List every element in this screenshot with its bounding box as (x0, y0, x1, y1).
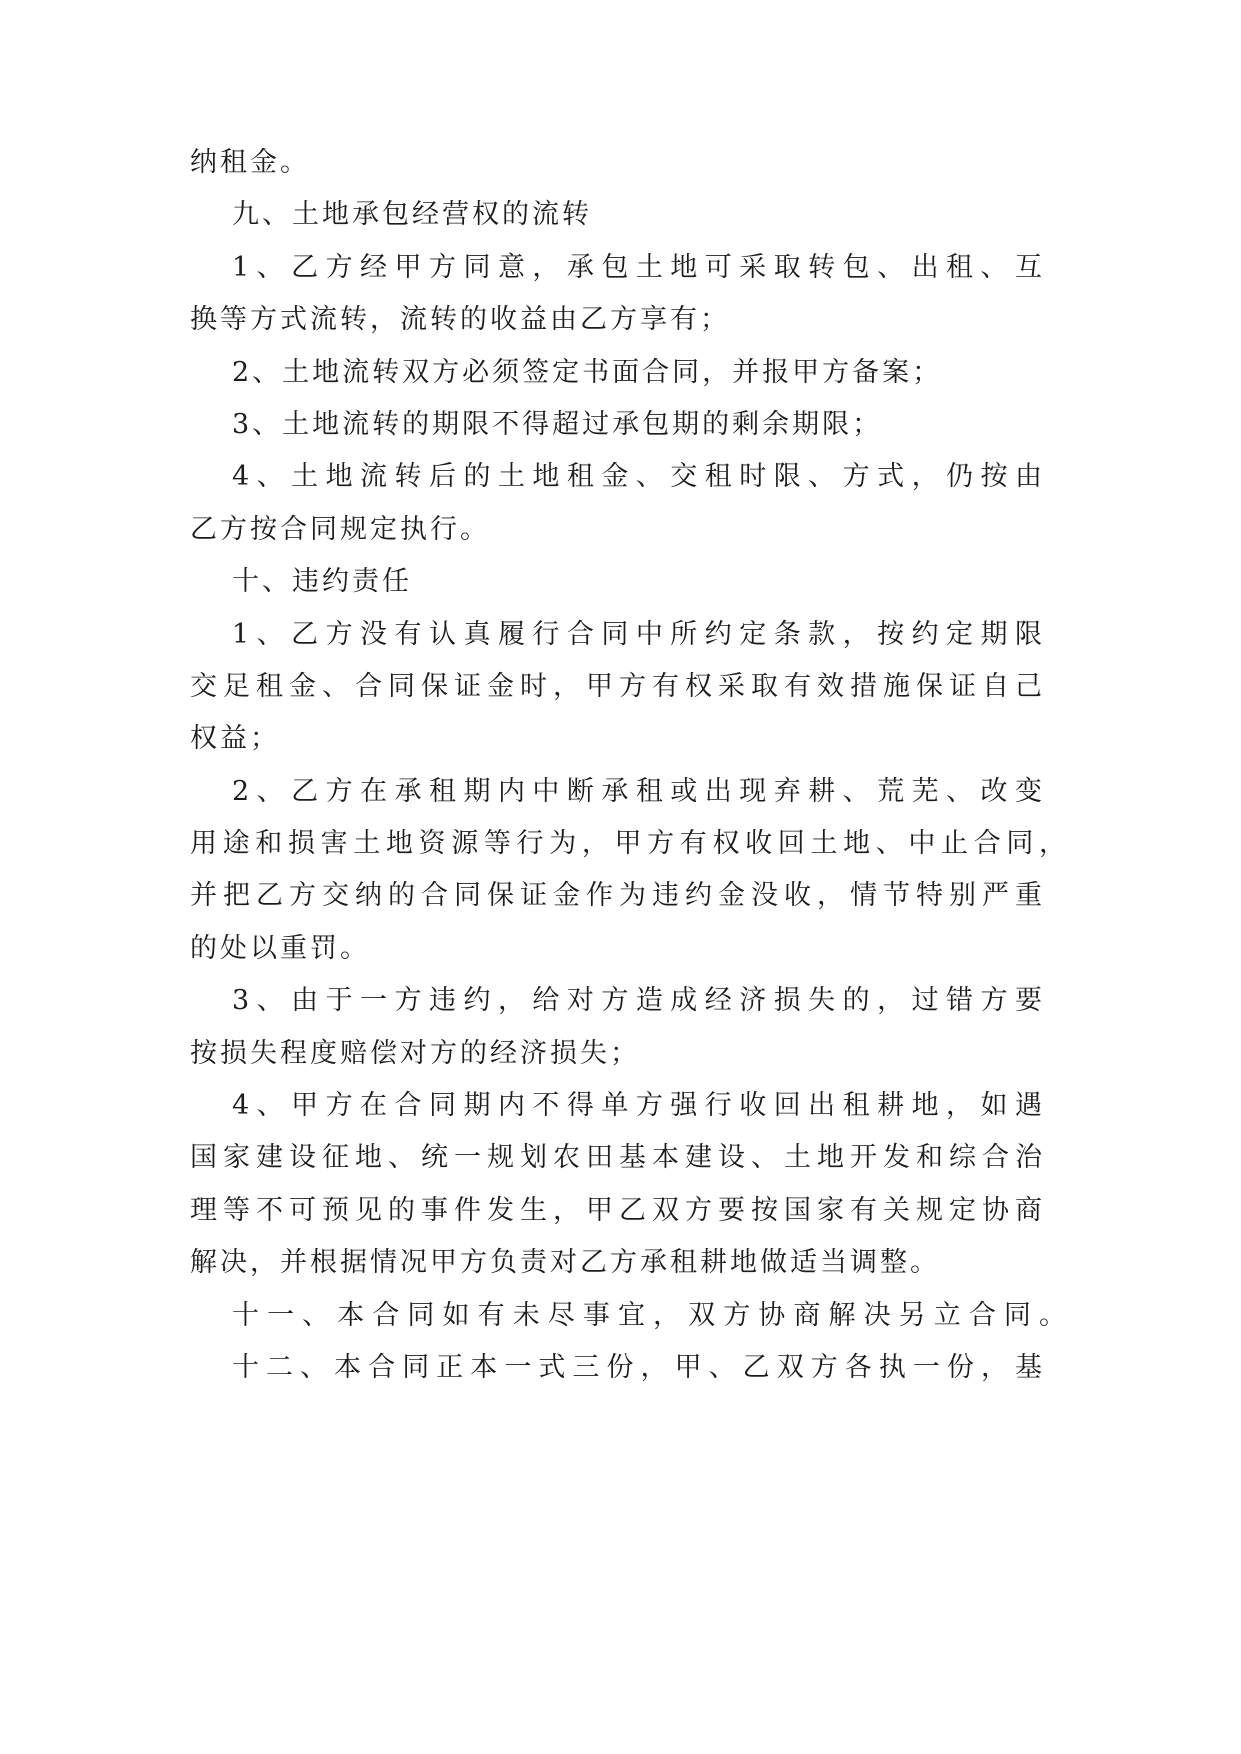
text-line: 理等不可预见的事件发生，甲乙双方要按国家有关规定协商 (190, 1194, 1045, 1226)
clause-9-2 (190, 347, 1045, 399)
paragraph-rent-continuation (190, 137, 1045, 189)
section-heading-text: 九、土地承包经营权的流转 (232, 199, 592, 231)
clause-10-1 (190, 609, 1045, 766)
text-line: 并把乙方交纳的合同保证金作为违约金没收，情节特别严重 (190, 880, 1045, 912)
clause-9-3 (190, 399, 1045, 451)
section-heading-10 (190, 556, 1045, 608)
clause-10-4 (190, 1080, 1045, 1290)
text-line: 4、甲方在合同期内不得单方强行收回出租耕地，如遇 (232, 1090, 1045, 1122)
text-line: 十一、本合同如有未尽事宜，双方协商解决另立合同。 (232, 1299, 1069, 1331)
text-line: 2、土地流转双方必须签定书面合同，并报甲方备案； (232, 356, 943, 388)
text-line: 用途和损害土地资源等行为，甲方有权收回土地、中止合同， (190, 828, 1069, 860)
clause-9-1 (190, 242, 1045, 347)
text-line: 换等方式流转，流转的收益由乙方享有； (190, 304, 730, 336)
text-line: 1、乙方没有认真履行合同中所约定条款，按约定期限 (232, 618, 1045, 650)
text-line: 国家建设征地、统一规划农田基本建设、土地开发和综合治 (190, 1142, 1045, 1174)
section-heading-text: 十、违约责任 (232, 566, 412, 598)
clause-9-4 (190, 451, 1045, 556)
document-body (190, 137, 1069, 1394)
text-line: 纳租金。 (190, 147, 310, 178)
text-line: 4、土地流转后的土地租金、交租时限、方式，仍按由 (232, 461, 1045, 493)
clause-11 (190, 1290, 1069, 1342)
clause-12 (190, 1342, 1045, 1394)
text-line: 解决，并根据情况甲方负责对乙方承租耕地做适当调整。 (190, 1247, 940, 1279)
clause-10-2 (190, 766, 1069, 976)
text-line: 权益； (190, 723, 280, 755)
text-line: 乙方按合同规定执行。 (190, 513, 490, 545)
text-line: 交足租金、合同保证金时，甲方有权采取有效措施保证自己 (190, 670, 1045, 702)
text-line: 2、乙方在承租期内中断承租或出现弃耕、荒芜、改变 (232, 775, 1045, 807)
text-line: 3、土地流转的期限不得超过承包期的剩余期限； (232, 408, 883, 440)
text-line: 十二、本合同正本一式三份，甲、乙双方各执一份，基 (232, 1351, 1045, 1383)
text-line: 1、乙方经甲方同意，承包土地可采取转包、出租、互 (232, 251, 1045, 283)
text-line: 3、由于一方违约，给对方造成经济损失的，过错方要 (232, 985, 1045, 1017)
text-line: 按损失程度赔偿对方的经济损失； (190, 1037, 640, 1069)
section-heading-9 (190, 189, 1045, 241)
clause-10-3 (190, 975, 1045, 1080)
text-line: 的处以重罚。 (190, 932, 370, 964)
